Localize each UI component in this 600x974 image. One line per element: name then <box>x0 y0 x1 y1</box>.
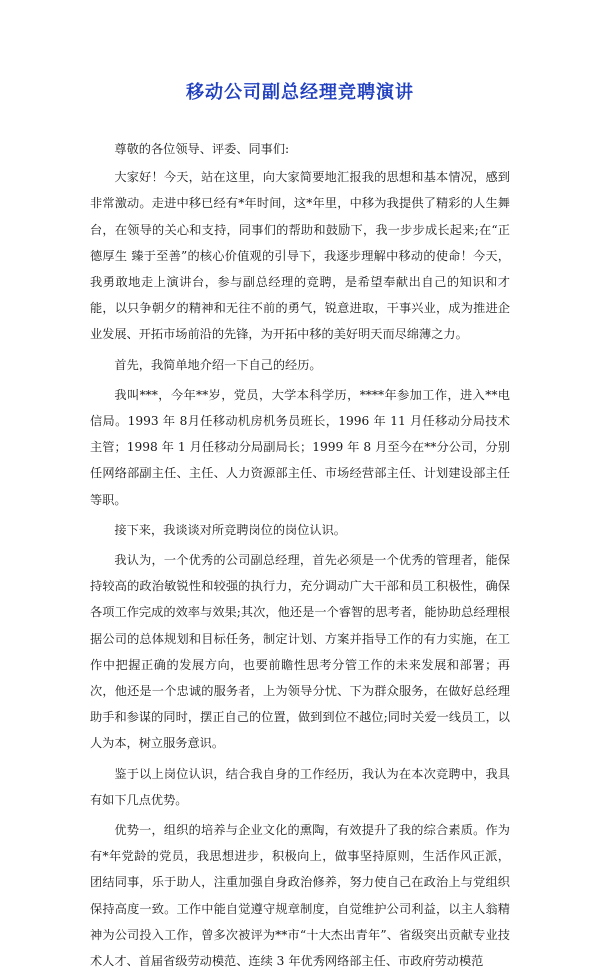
advantage-one-paragraph: 优势一，组织的培养与企业文化的熏陶，有效提升了我的综合素质。作为有*年党龄的党员，我思想进步，积极向上，做事坚持原则，生活作风正派，团结同事，乐于助人，注重加强自身政治修养，努力使自己在政治上与党组织保持高度一致。工作中能自觉遵守规章制度，自觉维护公司利益，以主人翁精神为公司投入工作，曾多次被评为**市“十大杰出青年”、省级突出贡献专业技术人才、首届省级劳动模范、连续 3 年优秀网络部主任、市政府劳动模范 <box>90 823 510 969</box>
salutation-paragraph: 尊敬的各位领导、评委、同事们: <box>114 142 290 156</box>
intro-heading-paragraph: 首先，我简单地介绍一下自己的经历。 <box>114 357 322 372</box>
advantages-heading-paragraph: 鉴于以上岗位认识，结合我自身的工作经历，我认为在本次竞聘中，我具有如下几点优势。 <box>90 766 510 807</box>
document-title: 移动公司副总经理竞聘演讲 <box>186 82 414 103</box>
personal-background-paragraph: 我叫***，今年**岁，党员，大学本科学历，****年参加工作，进入**电信局。1993 年 8月任移动机房机务员班长，1996 年 11 月任移动分局技术主管；1998 年 1 月任移动分局副局长；1999 年 8 月至今在**分公司，分别任网络部副主任、主任、人力资源部主任、市场经营部主任、计划建设部主任等职。 <box>90 387 510 507</box>
opening-paragraph: 大家好！今天，站在这里，向大家简要地汇报我的思想和基本情况，感到非常激动。走进中移已经有*年时间，这*年里，中移为我提供了精彩的人生舞台，在领导的关心和支持，同事们的帮助和鼓励下，我一步步成长起来;在“正德厚生 臻于至善”的核心价值观的引导下，我逐步理解中移动的使命！今天，我勇敢地走上演讲台，参与副总经理的竞聘，是希望奉献出自己的知识和才能，以只争朝夕的精神和无往不前的勇气，锐意进取，干事兴业，成为推进企业发展、开拓市场前沿的先锋，为开拓中移的美好明天而尽绵薄之力。 <box>90 170 510 342</box>
document-body <box>90 136 510 974</box>
role-understanding-paragraph: 我认为，一个优秀的公司副总经理，首先必须是一个优秀的管理者，能保持较高的政治敏锐性和较强的执行力，充分调动广大干部和员工积极性，确保各项工作完成的效率与效果;其次，他还是一个睿智的思考者，能协助总经理根据公司的总体规划和目标任务，制定计划、方案并指导工作的有力实施，在工作中把握正确的发展方向，也要前瞻性思考分管工作的未来发展和部署；再次，他还是一个忠诚的服务者，上为领导分忧、下为群众服务，在做好总经理助手和参谋的同时，摆正自己的位置，做到到位不越位;同时关爱一线员工，以人为本，树立服务意识。 <box>90 553 510 751</box>
role-heading-paragraph: 接下来，我谈谈对所竞聘岗位的岗位认识。 <box>114 522 346 537</box>
